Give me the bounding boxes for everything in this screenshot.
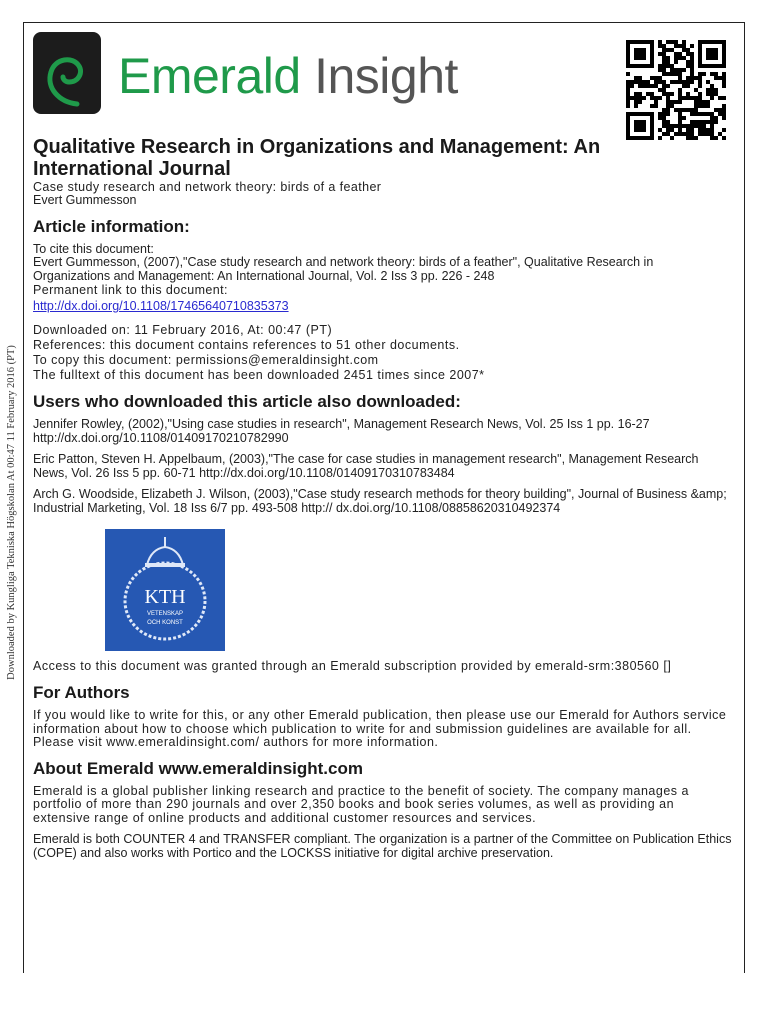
for-authors-heading: For Authors bbox=[33, 683, 130, 702]
about-heading: About Emerald www.emeraldinsight.com bbox=[33, 758, 363, 778]
about-para-1: Emerald is a global publisher linking research and practice to the benefit of society. The company manages a portfolio of more than 290 journals and over 2,350 books and book series volumes, as well as providing an extensive range of online products and additional customer resources and services. bbox=[33, 783, 689, 825]
emerald-logo-icon bbox=[33, 32, 101, 114]
about-para-2: Emerald is both COUNTER 4 and TRANSFER compliant. The organization is a partner of the Committee on Publication Ethics (COPE) and also works with Portico and the LOCKSS initiative for digital archive preservation. bbox=[33, 832, 732, 860]
download-stamp bbox=[2, 320, 20, 705]
brand-wordmark bbox=[118, 46, 458, 106]
related-article: Jennifer Rowley, (2002),"Using case studies in research", Management Research News, Vol. 25 Iss 1 pp. 16-27 http://dx.doi.org/10.1108/01409170210782990 bbox=[33, 417, 650, 445]
journal-title: Qualitative Research in Organizations and Management: An International Journal bbox=[33, 136, 601, 180]
download-stamp-text: Downloaded by Kungliga Tekniska Högskolan At 00:47 11 February 2016 (PT) bbox=[5, 345, 17, 680]
for-authors-body: If you would like to write for this, or any other Emerald publication, then please use our Emerald for Authors service information about how to choose which publication to write for and submission guidelines are available for all. Please visit www.emeraldinsight.com/ authors for more information. bbox=[33, 708, 727, 749]
qr-code-icon bbox=[626, 40, 726, 140]
also-downloaded-heading: Users who downloaded this article also downloaded: bbox=[33, 392, 461, 411]
cover-content bbox=[33, 136, 733, 860]
fulltext-downloads: The fulltext of this document has been downloaded 2451 times since 2007* bbox=[33, 368, 485, 382]
permalink[interactable]: http://dx.doi.org/10.1108/17465640710835373 bbox=[33, 299, 289, 313]
cite-label: To cite this document: bbox=[33, 241, 154, 256]
permalink-label: Permanent link to this document: bbox=[33, 283, 228, 297]
references-count: References: this document contains references to 51 other documents. bbox=[33, 338, 460, 352]
kth-logo bbox=[105, 529, 225, 651]
related-article: Arch G. Woodside, Elizabeth J. Wilson, (2003),"Case study research methods for theory building", Journal of Business &amp; Industrial Marketing, Vol. 18 Iss 6/7 pp. 493-508 http:// dx.doi.org/10.1108/08858620310492374 bbox=[33, 487, 727, 515]
copy-permissions: To copy this document: permissions@emeraldinsight.com bbox=[33, 353, 379, 367]
article-author: Evert Gummesson bbox=[33, 193, 137, 207]
article-title: Case study research and network theory: birds of a feather bbox=[33, 180, 382, 194]
access-note: Access to this document was granted through an Emerald subscription provided by emerald-srm:380560 [] bbox=[33, 659, 672, 673]
citation: Evert Gummesson, (2007),"Case study research and network theory: birds of a feather", Qualitative Research in Organizations and Management: An International Journal, Vol. 2 Iss 3 pp. 226 - 248 bbox=[33, 255, 654, 283]
brand-emerald: Emerald bbox=[118, 48, 301, 104]
article-info-heading: Article information: bbox=[33, 216, 190, 236]
downloaded-on: Downloaded on: 11 February 2016, At: 00:47 (PT) bbox=[33, 323, 333, 337]
kth-motto-1: VETENSKAP bbox=[146, 611, 184, 617]
kth-motto-2: OCH KONST bbox=[147, 620, 183, 626]
brand-insight: Insight bbox=[300, 48, 458, 104]
related-article: Eric Patton, Steven H. Appelbaum, (2003),"The case for case studies in management research", Management Research News, Vol. 26 Iss 5 pp. 60-71 http://dx.doi.org/10.1108/01409170310783484 bbox=[33, 452, 699, 480]
kth-logo-text: KTH bbox=[144, 586, 186, 608]
